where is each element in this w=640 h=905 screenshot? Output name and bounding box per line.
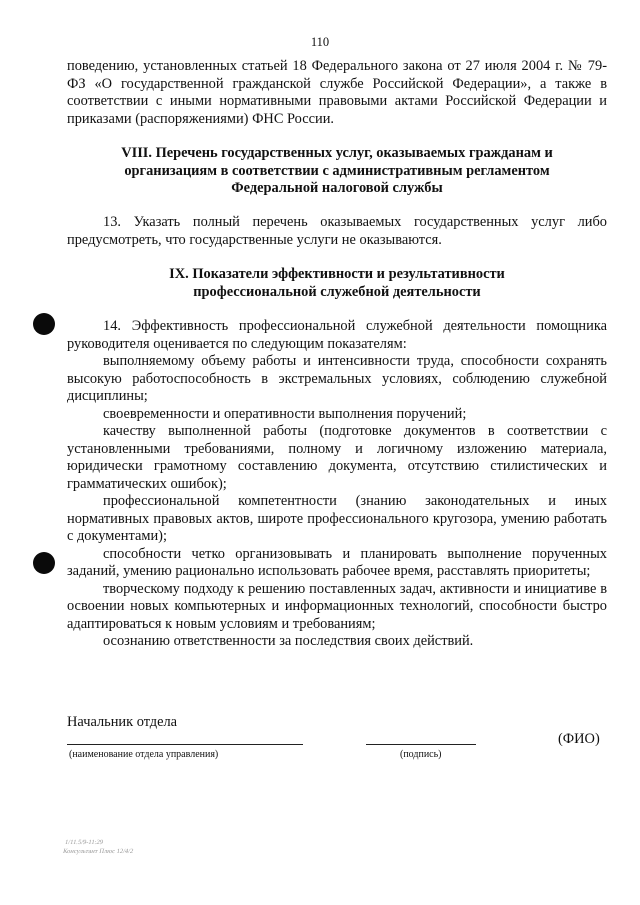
signature-title: Начальник отдела	[67, 714, 178, 730]
document-stamp	[62, 838, 136, 856]
stamp-line: Консультант Плюс 12/4/2	[62, 848, 134, 855]
indicator-item: выполняемому объему работы и интенсивности труда, способности сохранять высокую работоспособность в экстремальных условиях, соблюдению служебной дисциплины;	[67, 353, 607, 404]
punch-hole-mark-bottom	[33, 552, 55, 574]
paragraph-13: 13. Указать полный перечень оказываемых государственных услуг либо предусмотреть, что государственные услуги не оказываются.	[67, 214, 607, 248]
section-8-heading	[67, 145, 607, 198]
section-9-heading-line-2: профессиональной служебной деятельности	[193, 283, 481, 300]
intro-paragraph-block	[67, 58, 607, 128]
stamp-line: 1/11.5/9-11:29	[64, 839, 104, 846]
indicator-item: творческому подходу к решению поставленных задач, активности и инициативе в освоении новых компьютерных и информационных технологий, способности быстро адаптироваться к новым условиям и требованиям;	[67, 580, 607, 632]
page-number: 110	[310, 34, 330, 49]
paragraph-13-block	[67, 214, 607, 249]
indicator-item: профессиональной компетентности (знанию законодательных и иных нормативных правовых актов, широте профессионального кругозора, умению работать с документами);	[67, 493, 607, 544]
signature-line	[366, 744, 476, 745]
signature-caption: (подпись)	[400, 749, 442, 760]
section-8-heading-line-1: VIII. Перечень государственных услуг, оказываемых гражданам и	[121, 145, 553, 161]
department-line	[67, 744, 303, 745]
intro-paragraph: поведению, установленных статьей 18 Федерального закона от 27 июля 2004 г. № 79-ФЗ «О государственной гражданской службе Российской Федерации», а также в соответствии с иными нормативными правовыми актами Российской Федерации и приказами (распоряжениями) ФНС России.	[67, 58, 607, 127]
indicators-block	[67, 318, 607, 651]
indicator-item: способности четко организовывать и планировать выполнение порученных заданий, умению рационально использовать рабочее время, расставлять приоритеты;	[67, 545, 607, 579]
section-8-heading-line-3: Федеральной налоговой службы	[231, 180, 443, 196]
punch-hole-mark-top	[33, 313, 55, 335]
section-9-heading-line-1: IX. Показатели эффективности и результативности	[169, 266, 505, 282]
department-caption: (наименование отдела управления)	[69, 749, 219, 760]
section-8-heading-line-2: организациям в соответствии с административным регламентом	[124, 162, 550, 179]
indicator-item: качеству выполненной работы (подготовке документов в соответствии с установленными требованиями, полному и логичному изложению материала, юридически грамотному составлению документа, отсутствию стилистических и грамматических ошибок);	[67, 423, 607, 492]
indicator-item: осознанию ответственности за последствия своих действий.	[103, 633, 474, 649]
indicator-item: своевременности и оперативности выполнения поручений;	[103, 405, 467, 422]
section-9-heading	[67, 266, 607, 301]
paragraph-14: 14. Эффективность профессиональной служебной деятельности помощника руководителя оценивается по следующим показателям:	[67, 318, 607, 352]
name-placeholder: (ФИО)	[558, 731, 600, 747]
